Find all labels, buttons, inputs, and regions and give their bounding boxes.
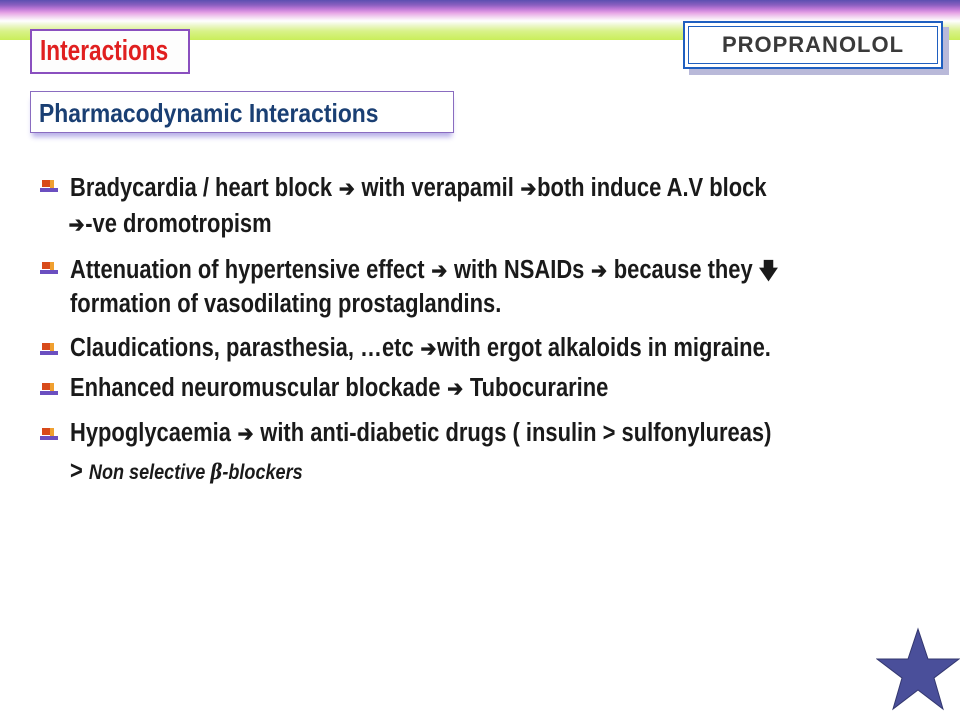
- bullet-5-text-a: Hypoglycaemia: [70, 419, 237, 447]
- arrow-right-icon: ➔: [338, 176, 355, 201]
- bullet-2-text-b: with NSAIDs: [447, 256, 591, 284]
- arrow-right-icon: ➔: [520, 176, 537, 201]
- bullet-5-line2-text-b: Non selective: [88, 461, 211, 484]
- slide-title-box: [30, 29, 190, 74]
- bullet-1-text-a: Bradycardia / heart block: [70, 174, 339, 202]
- section-heading-box: [30, 91, 454, 133]
- bullet-arrow-icon: [40, 260, 60, 278]
- beta-symbol: β: [210, 459, 223, 484]
- arrow-right-icon: ➔: [447, 376, 464, 401]
- bullet-5-line2-gt: >: [70, 457, 89, 485]
- drug-name-box: [683, 21, 943, 69]
- bullet-arrow-icon: [40, 341, 60, 359]
- bullet-4-text-b: Tubocurarine: [463, 374, 609, 402]
- drug-name: PROPRANOLOL: [688, 26, 938, 64]
- arrow-right-icon: ➔: [420, 336, 437, 361]
- slide-title: Interactions: [40, 35, 169, 67]
- arrow-down-icon: 🡇: [758, 258, 779, 283]
- bullet-arrow-icon: [40, 426, 60, 444]
- bullet-1-text-c: both induce A.V block: [537, 174, 767, 202]
- bullet-2-text-a: Attenuation of hypertensive effect: [70, 256, 431, 284]
- bullet-5-line2-text-c: -blockers: [222, 461, 303, 484]
- bullet-1-line2-text: -ve dromotropism: [85, 210, 272, 238]
- bullet-3-text-a: Claudications, parasthesia, …etc: [70, 334, 420, 362]
- star-icon: [876, 627, 960, 711]
- arrow-right-icon: ➔: [68, 212, 85, 237]
- bullet-arrow-icon: [40, 178, 60, 196]
- bullet-3-text-b: with ergot alkaloids in migraine.: [436, 334, 771, 362]
- arrow-right-icon: ➔: [591, 258, 607, 283]
- bullet-1-text-b: with verapamil: [355, 174, 520, 202]
- bullet-5-text-b: with anti-diabetic drugs ( insulin > sulfonylureas): [254, 419, 772, 447]
- bullet-2-text-c: because they: [607, 256, 759, 284]
- bullet-arrow-icon: [40, 381, 60, 399]
- bullet-4-text-a: Enhanced neuromuscular blockade: [70, 374, 447, 402]
- arrow-right-icon: ➔: [431, 258, 448, 283]
- section-heading: Pharmacodynamic Interactions: [39, 98, 379, 128]
- bullet-2-line2-text: formation of vasodilating prostaglandins.: [70, 290, 502, 318]
- arrow-right-icon: ➔: [237, 421, 254, 446]
